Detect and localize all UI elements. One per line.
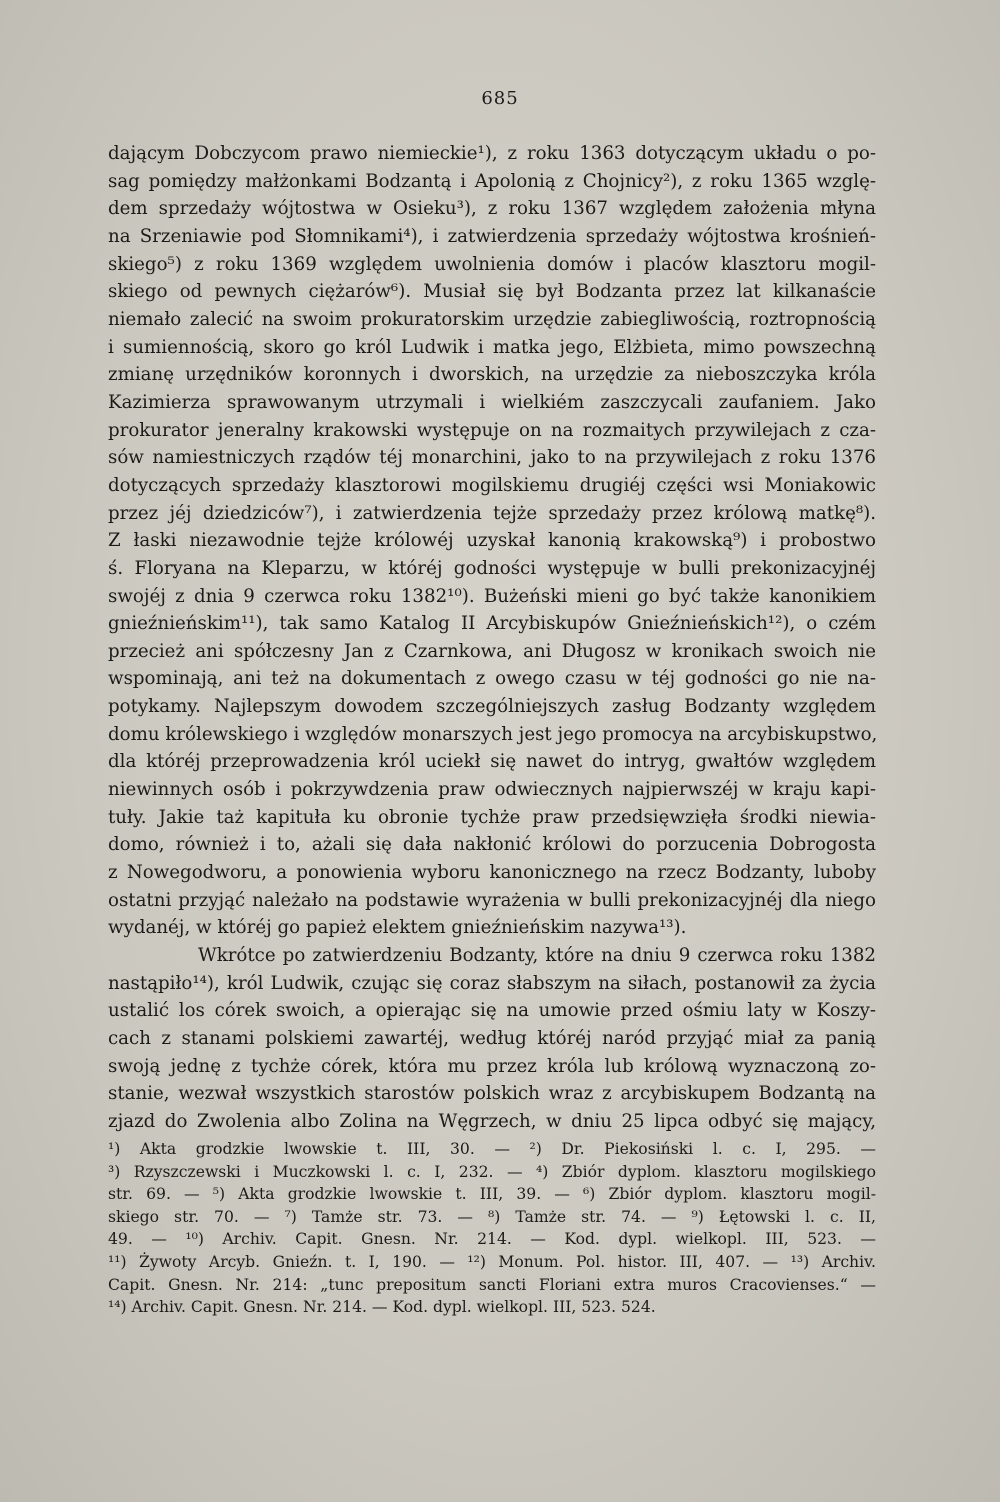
text-line: cach z stanami polskiemi zawartéj, według któréj naród przyjąć miał za panią	[108, 1028, 876, 1049]
text-line: zjazd do Zwolenia albo Zolina na Węgrzech, w dniu 25 lipca odbyć się mający,	[108, 1110, 876, 1132]
text-line: przez jéj dziedziców⁷), i zatwierdzenia tejże sprzedaży przez królową matkę⁸).	[108, 502, 876, 524]
text-line: nastąpiło¹⁴), król Ludwik, czując się coraz słabszym na siłach, postanowił za życia	[108, 972, 876, 994]
text-line: potykamy. Najlepszym dowodem szczególniejszych zasług Bodzanty względem	[108, 696, 876, 718]
text-line: gnieźnieńskim¹¹), tak samo Katalog II Arcybiskupów Gnieźnieńskich¹²), o czém	[108, 613, 876, 635]
text-line: dającym Dobczycom prawo niemieckie¹), z roku 1363 dotyczącym układu o po-	[108, 143, 876, 164]
paragraph-1	[108, 140, 876, 942]
text-line: wspominają, ani też na dokumentach z owego czasu w téj godności go nie na-	[108, 668, 876, 690]
text-line: przecież ani spółczesny Jan z Czarnkowa, ani Długosz w kronikach swoich nie	[108, 640, 876, 662]
text-line: swoją jednę z tychże córek, która mu przez króla lub królową wyznaczoną zo-	[108, 1055, 876, 1077]
footnotes	[108, 1138, 876, 1319]
text-line: tuły. Jakie taż kapituła ku obronie tychże praw przedsięwzięła środki niewia-	[108, 806, 876, 828]
text-line: skiego od pewnych ciężarów⁶). Musiał się był Bodzanta przez lat kilkanaście	[108, 281, 876, 303]
page-number: 685	[481, 88, 519, 109]
text-line: dem sprzedaży wójtostwa w Osieku³), z roku 1367 względem założenia młyna	[108, 198, 876, 220]
text-line: ustalić los córek swoich, a opierając się na umowie przed ośmiu laty w Koszy-	[108, 1000, 876, 1022]
text-line: z Nowegodworu, a ponowienia wyboru kanonicznego na rzecz Bodzanty, luboby	[108, 862, 876, 884]
text-line: sag pomiędzy małżonkami Bodzantą i Apolonią z Chojnicy²), z roku 1365 wzglę-	[108, 170, 876, 192]
text-line: domo, również i to, ażali się dała nakłonić królowi do porzucenia Dobrogosta	[108, 834, 876, 856]
footnote-line: 49. — ¹⁰) Archiv. Capit. Gnesn. Nr. 214. — Kod. dypl. wielkopl. III, 523. —	[108, 1230, 876, 1249]
text-line: swojéj z dnia 9 czerwca roku 1382¹⁰). Bużeński mieni go być także kanonikiem	[108, 585, 876, 607]
text-line: na Srzeniawie pod Słomnikami⁴), i zatwierdzenia sprzedaży wójtostwa krośnień-	[108, 225, 876, 247]
footnote-line: ¹) Akta grodzkie lwowskie t. III, 30. — ²) Dr. Piekosiński l. c. I, 295. —	[108, 1140, 876, 1158]
text-line: prokurator jeneralny krakowski występuje on na rozmaitych przywilejach z cza-	[108, 419, 876, 441]
text-line: sów namiestniczych rządów téj monarchini, jako to na przywilejach z roku 1376	[108, 447, 876, 469]
text-line: Wkrótce po zatwierdzeniu Bodzanty, które na dniu 9 czerwca roku 1382	[198, 945, 876, 967]
text-line: domu królewskiego i względów monarszych jest jego promocya na arcybiskupstwo,	[108, 723, 878, 745]
text-line: Kazimierza sprawowanym utrzymali i wielkiém zaszczycali zaufaniem. Jako	[108, 391, 876, 413]
text-line: ostatni przyjąć należało na podstawie wyrażenia w bulli prekonizacyjnéj dla niego	[108, 889, 876, 911]
text-line: ś. Floryana na Kleparzu, w któréj godności występuje w bulli prekonizacyjnéj	[108, 557, 876, 579]
footnote-line: ¹¹) Żywoty Arcyb. Gnieźn. t. I, 190. — ¹²) Monum. Pol. histor. III, 407. — ¹³) Archiv.	[108, 1252, 876, 1271]
text-line: niewinnych osób i pokrzywdzenia praw odwiecznych najpierwszéj w kraju kapi-	[108, 779, 876, 801]
text-line: dotyczących sprzedaży klasztorowi mogilskiemu drugiéj części wsi Moniakowic	[108, 474, 876, 496]
footnote-line: str. 69. — ⁵) Akta grodzkie lwowskie t. III, 39. — ⁶) Zbiór dyplom. klasztoru mogil-	[108, 1185, 876, 1204]
main-text	[108, 140, 876, 1136]
text-line: wydanéj, w któréj go papież elektem gnieźnieńskim nazywa¹³).	[108, 917, 687, 939]
text-line: zmianę urzędników koronnych i dworskich, na urzędzie za nieboszczyka króla	[108, 364, 876, 386]
footnote-line: ¹⁴) Archiv. Capit. Gnesn. Nr. 214. — Kod. dypl. wielkopl. III, 523. 524.	[108, 1298, 656, 1317]
text-line: niemało zalecić na swoim prokuratorskim urzędzie zabiegliwością, roztropnością	[108, 308, 876, 330]
text-line: skiego⁵) z roku 1369 względem uwolnienia domów i placów klasztoru mogil-	[108, 253, 876, 275]
footnote-line: Capit. Gnesn. Nr. 214: „tunc prepositum sancti Floriani extra muros Cracovienses.“ —	[108, 1275, 876, 1294]
paragraph-2	[108, 942, 876, 1136]
text-line: stanie, wezwał wszystkich starostów polskich wraz z arcybiskupem Bodzantą na	[108, 1083, 876, 1105]
text-line: Z łaski niezawodnie tejże królowéj uzyskał kanonią krakowską⁹) i probostwo	[108, 530, 876, 552]
text-line: i sumiennością, skoro go król Ludwik i matka jego, Elżbieta, mimo powszechną	[108, 336, 876, 358]
footnote-line: ³) Rzyszczewski i Muczkowski l. c. I, 232. — ⁴) Zbiór dyplom. klasztoru mogilskiego	[108, 1162, 876, 1181]
text-line: dla któréj przeprowadzenia król uciekł się nawet do intryg, gwałtów względem	[108, 751, 876, 773]
footnote-line: skiego str. 70. — ⁷) Tamże str. 73. — ⁸) Tamże str. 74. — ⁹) Łętowski l. c. II,	[108, 1207, 876, 1226]
